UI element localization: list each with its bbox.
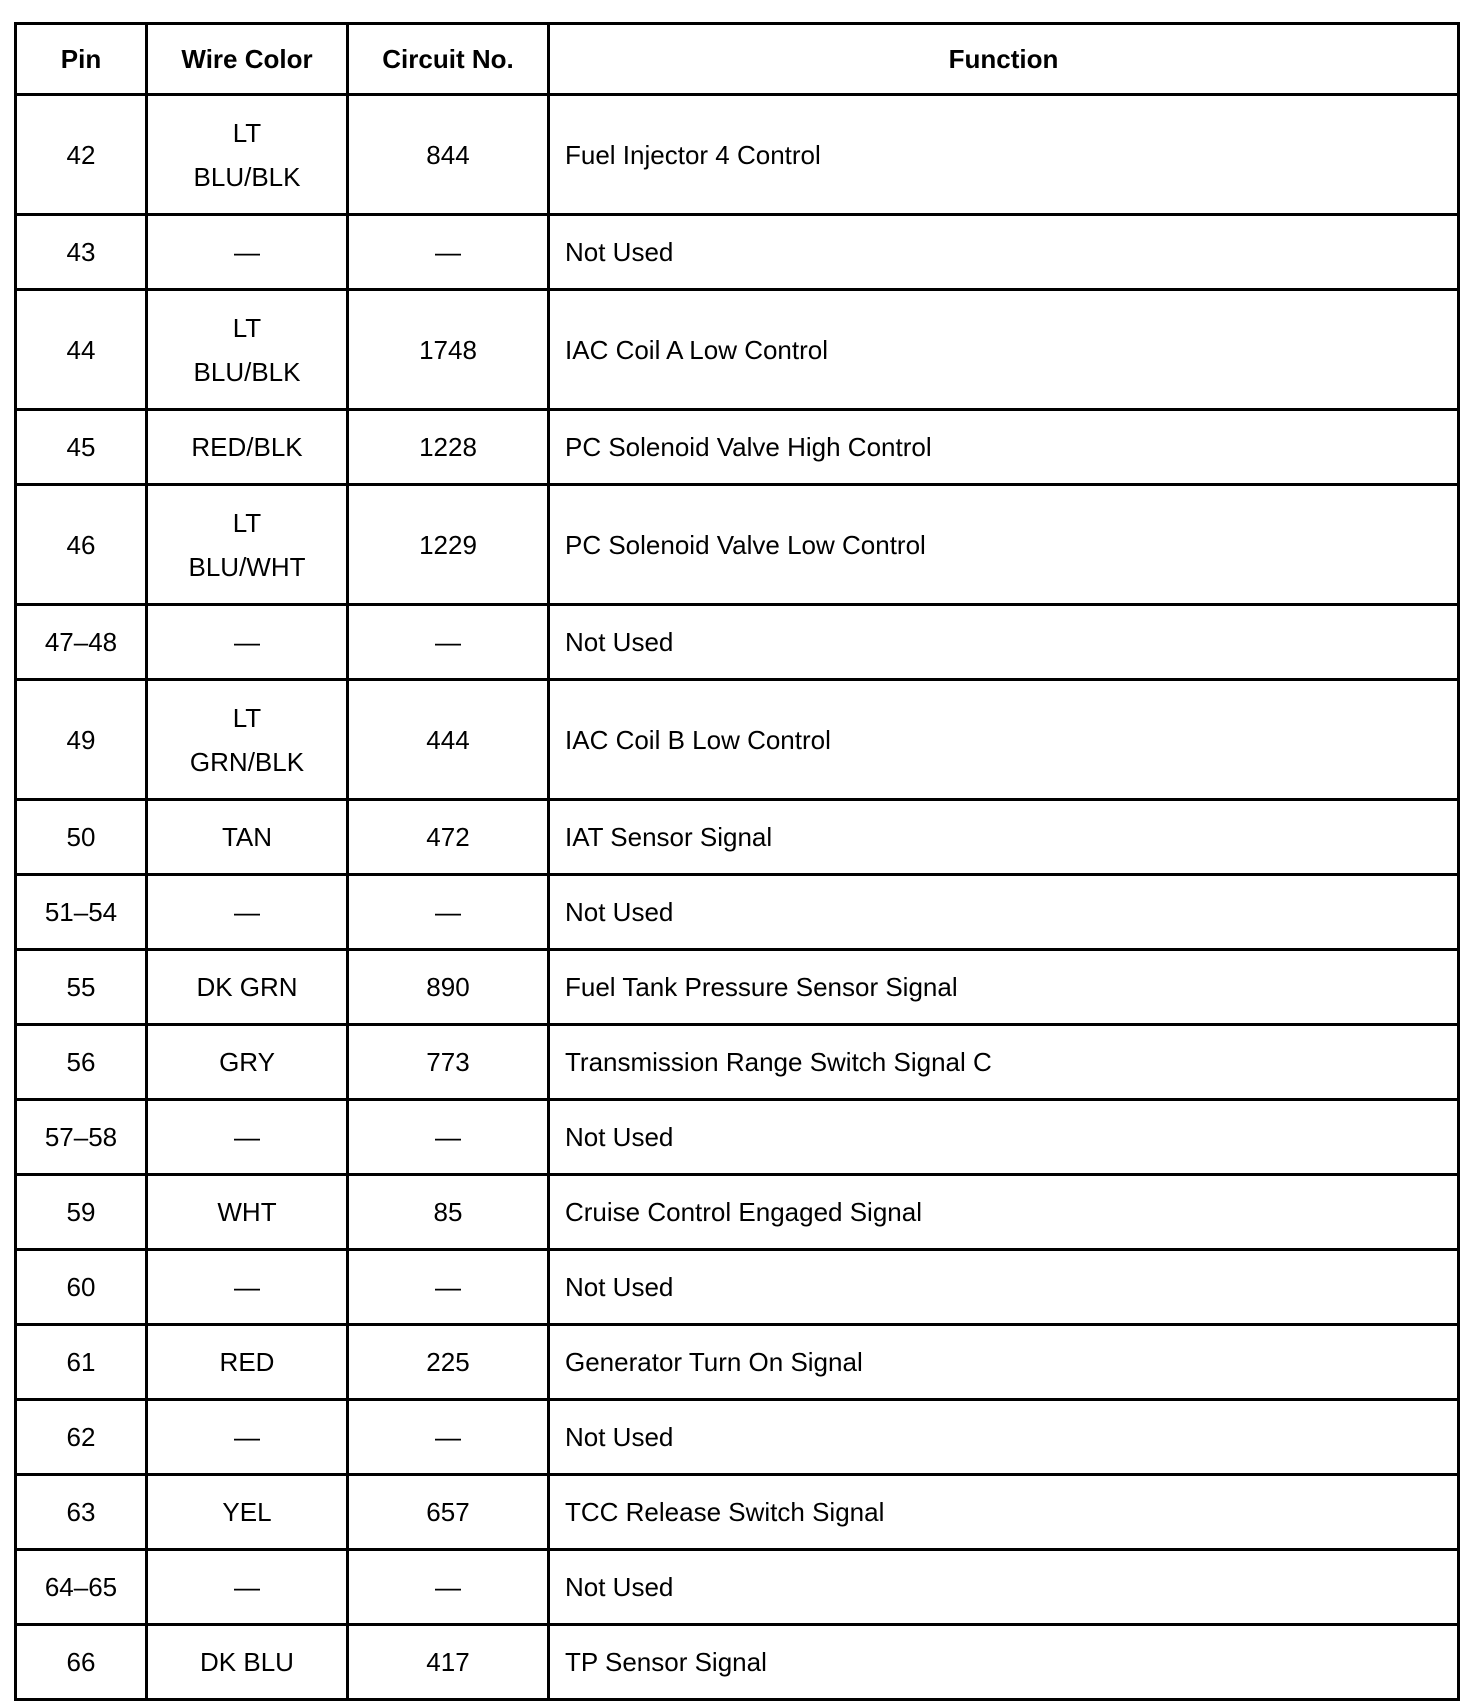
pin-cell: 61 [16, 1325, 147, 1400]
wire-color-text: — [234, 897, 260, 927]
function-cell: Not Used [549, 1250, 1459, 1325]
function-cell: Not Used [549, 1100, 1459, 1175]
function-cell: Cruise Control Engaged Signal [549, 1175, 1459, 1250]
circuit-no-cell: — [348, 1400, 549, 1475]
circuit-no-cell: 225 [348, 1325, 549, 1400]
circuit-no-cell: 1748 [348, 290, 549, 410]
circuit-no-cell: 444 [348, 680, 549, 800]
wire-color-cell [147, 1250, 348, 1325]
wire-color-text: LT [232, 312, 262, 343]
wire-color-text: — [234, 1422, 260, 1452]
table-row [16, 1250, 1459, 1325]
table-row [16, 1475, 1459, 1550]
wire-color-cell [147, 215, 348, 290]
wire-color-text: WHT [217, 1197, 277, 1227]
circuit-no-cell: 773 [348, 1025, 549, 1100]
function-cell: Not Used [549, 605, 1459, 680]
table-header [16, 24, 1459, 95]
wire-color-cell [147, 1175, 348, 1250]
wire-color-cell [147, 485, 348, 605]
table-row [16, 605, 1459, 680]
wire-color-cell [147, 800, 348, 875]
pin-cell: 50 [16, 800, 147, 875]
wire-color-cell [147, 1025, 348, 1100]
table-row [16, 950, 1459, 1025]
circuit-no-cell: 844 [348, 95, 549, 215]
pin-cell: 42 [16, 95, 147, 215]
circuit-no-cell: — [348, 1100, 549, 1175]
pin-cell: 44 [16, 290, 147, 410]
wire-color-cell [147, 1475, 348, 1550]
wire-color-text: — [234, 1572, 260, 1602]
header-wire-color: Wire Color [147, 24, 348, 95]
circuit-no-cell: 417 [348, 1625, 549, 1700]
wire-color-cell [147, 875, 348, 950]
wire-color-text: YEL [222, 1497, 272, 1527]
table-row [16, 1625, 1459, 1700]
table-row [16, 875, 1459, 950]
circuit-no-cell: 1228 [348, 410, 549, 485]
function-cell: Not Used [549, 1400, 1459, 1475]
table-row [16, 680, 1459, 800]
circuit-no-cell: 85 [348, 1175, 549, 1250]
wire-color-text: LT [232, 507, 262, 538]
wire-color-text: RED [219, 1347, 275, 1377]
pin-cell: 66 [16, 1625, 147, 1700]
wire-color-text: — [234, 1272, 260, 1302]
wire-color-cell [147, 1325, 348, 1400]
table-row [16, 1325, 1459, 1400]
function-cell: Fuel Injector 4 Control [549, 95, 1459, 215]
function-cell: Generator Turn On Signal [549, 1325, 1459, 1400]
wire-color-cell [147, 605, 348, 680]
function-cell: Not Used [549, 215, 1459, 290]
table-row [16, 290, 1459, 410]
pin-cell: 45 [16, 410, 147, 485]
wire-color-text: LT [232, 117, 262, 148]
circuit-no-cell: — [348, 215, 549, 290]
header-row [16, 24, 1459, 95]
pin-cell: 47–48 [16, 605, 147, 680]
wire-color-cell [147, 1625, 348, 1700]
connector-pinout-table-wrapper [14, 22, 1460, 1701]
wire-color-text: LT [232, 702, 262, 733]
connector-pinout-table [14, 22, 1460, 1701]
pin-cell: 59 [16, 1175, 147, 1250]
wire-color-text: DK BLU [200, 1647, 294, 1677]
wire-color-cell [147, 290, 348, 410]
wire-color-cell [147, 680, 348, 800]
table-row [16, 410, 1459, 485]
wire-color-text: BLU/BLK [193, 356, 301, 387]
function-cell: Not Used [549, 875, 1459, 950]
header-pin: Pin [16, 24, 147, 95]
function-cell: Transmission Range Switch Signal C [549, 1025, 1459, 1100]
function-cell: Not Used [549, 1550, 1459, 1625]
pin-cell: 51–54 [16, 875, 147, 950]
table-row [16, 1550, 1459, 1625]
circuit-no-cell: — [348, 1550, 549, 1625]
wire-color-text: GRY [219, 1047, 275, 1077]
table-row [16, 485, 1459, 605]
circuit-no-cell: 890 [348, 950, 549, 1025]
wire-color-cell [147, 950, 348, 1025]
function-cell: TP Sensor Signal [549, 1625, 1459, 1700]
pin-cell: 43 [16, 215, 147, 290]
wire-color-text: DK GRN [196, 972, 298, 1002]
table-row [16, 800, 1459, 875]
pin-cell: 57–58 [16, 1100, 147, 1175]
function-cell: IAC Coil A Low Control [549, 290, 1459, 410]
wire-color-text: GRN/BLK [189, 746, 305, 777]
function-cell: PC Solenoid Valve Low Control [549, 485, 1459, 605]
table-body [16, 95, 1459, 1700]
circuit-no-cell: — [348, 1250, 549, 1325]
header-function: Function [549, 24, 1459, 95]
wire-color-cell [147, 1400, 348, 1475]
wire-color-cell [147, 1100, 348, 1175]
pin-cell: 64–65 [16, 1550, 147, 1625]
wire-color-cell [147, 95, 348, 215]
pin-cell: 60 [16, 1250, 147, 1325]
wire-color-text: BLU/BLK [193, 161, 301, 192]
pin-cell: 49 [16, 680, 147, 800]
circuit-no-cell: 472 [348, 800, 549, 875]
function-cell: PC Solenoid Valve High Control [549, 410, 1459, 485]
table-row [16, 1025, 1459, 1100]
pin-cell: 63 [16, 1475, 147, 1550]
wire-color-text: — [234, 1122, 260, 1152]
table-row [16, 1100, 1459, 1175]
wire-color-text: TAN [221, 822, 273, 852]
circuit-no-cell: 1229 [348, 485, 549, 605]
wire-color-cell [147, 1550, 348, 1625]
circuit-no-cell: — [348, 605, 549, 680]
pin-cell: 56 [16, 1025, 147, 1100]
pin-cell: 46 [16, 485, 147, 605]
wire-color-text: — [234, 237, 260, 267]
pin-cell: 55 [16, 950, 147, 1025]
wire-color-text: — [234, 627, 260, 657]
circuit-no-cell: 657 [348, 1475, 549, 1550]
function-cell: IAT Sensor Signal [549, 800, 1459, 875]
function-cell: IAC Coil B Low Control [549, 680, 1459, 800]
wire-color-cell [147, 410, 348, 485]
wire-color-text: RED/BLK [191, 432, 303, 462]
table-row [16, 215, 1459, 290]
function-cell: Fuel Tank Pressure Sensor Signal [549, 950, 1459, 1025]
table-row [16, 1175, 1459, 1250]
function-cell: TCC Release Switch Signal [549, 1475, 1459, 1550]
wire-color-text: BLU/WHT [188, 551, 306, 582]
table-row [16, 1400, 1459, 1475]
header-circuit-no: Circuit No. [348, 24, 549, 95]
pin-cell: 62 [16, 1400, 147, 1475]
table-row [16, 95, 1459, 215]
circuit-no-cell: — [348, 875, 549, 950]
